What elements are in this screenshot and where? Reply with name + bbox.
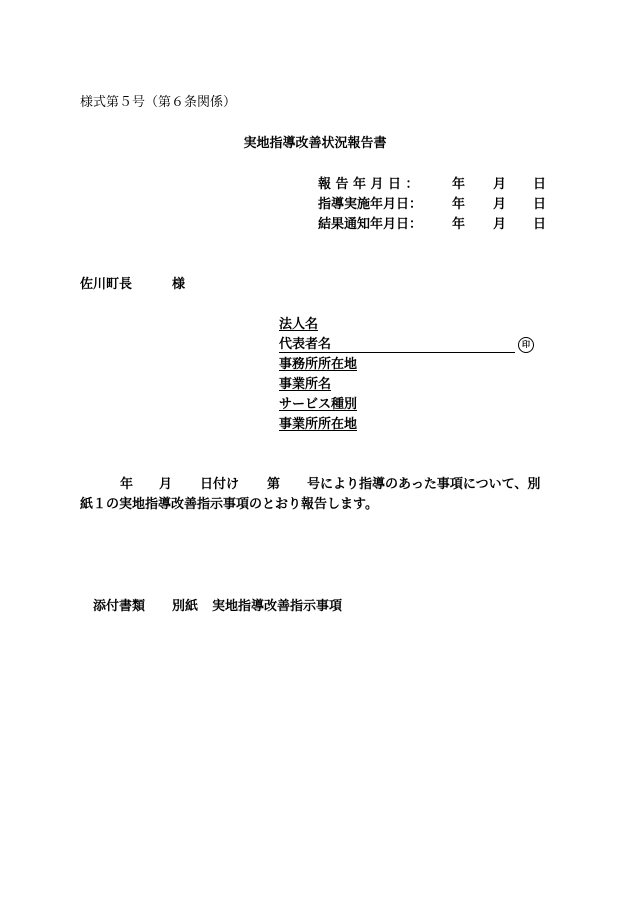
report-date-label: 報告年月日： (318, 177, 424, 192)
guidance-date-year: 年 (452, 197, 466, 212)
body-line1-rest: 号により指導のあった事項について、別 (307, 477, 541, 492)
document-title: 実地指導改善状況報告書 (243, 136, 387, 151)
result-date-year: 年 (452, 217, 466, 232)
body-year: 年 (120, 477, 134, 492)
body-number-prefix: 第 (267, 477, 281, 492)
form-number: 様式第５号（第６条関係） (80, 95, 237, 110)
corporation-name-label: 法人名 (279, 317, 319, 332)
result-date-label: 結果通知年月日： (318, 217, 423, 232)
guidance-date-month: 月 (493, 197, 507, 212)
body-dated: 日付け (200, 477, 240, 492)
report-date-day: 日 (533, 177, 547, 192)
seal-mark: 印 (518, 337, 534, 353)
report-date-year: 年 (452, 177, 466, 192)
attachment-separate: 別紙 (172, 599, 199, 614)
business-name-label: 事業所名 (279, 377, 332, 392)
representative-name-line (279, 352, 515, 353)
addressee-honorific: 様 (172, 277, 186, 292)
office-address-label: 事務所所在地 (279, 357, 358, 372)
result-date-month: 月 (493, 217, 507, 232)
business-address-label: 事業所所在地 (279, 417, 358, 432)
report-date-month: 月 (493, 177, 507, 192)
body-line2: 紙１の実地指導改善指示事項のとおり報告します。 (80, 497, 378, 512)
attachment-label: 添付書類 (93, 599, 146, 614)
guidance-date-day: 日 (533, 197, 547, 212)
representative-name-label: 代表者名 (279, 337, 332, 352)
service-type-label: サービス種別 (279, 397, 358, 412)
guidance-date-label: 指導実施年月日： (318, 197, 423, 212)
attachment-item: 実地指導改善指示事項 (212, 599, 343, 614)
result-date-day: 日 (533, 217, 547, 232)
body-month: 月 (159, 477, 173, 492)
addressee-name: 佐川町長 (80, 277, 133, 292)
